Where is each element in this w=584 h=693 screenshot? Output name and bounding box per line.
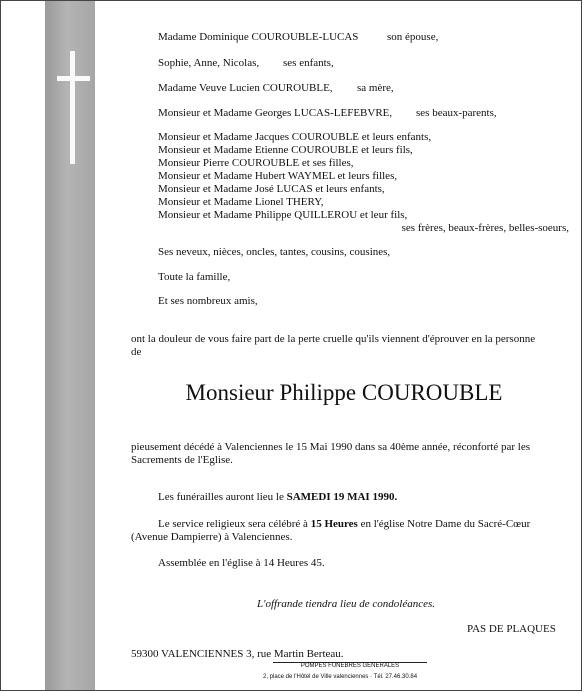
relative-name: Madame Veuve Lucien COUROUBLE,	[158, 82, 333, 94]
divider	[273, 662, 427, 663]
others-line: Toute la famille,	[158, 271, 231, 283]
service-line	[158, 518, 530, 531]
offering-note: L'offrande tiendra lieu de condoléances.	[257, 598, 436, 610]
death-details: pieusement décédé à Valenciennes le 15 Mai 1990 dans sa 40ème année, réconforté par les	[131, 441, 530, 453]
relative-name: Madame Dominique COUROUBLE-LUCAS	[158, 31, 359, 43]
family-line: Monsieur et Madame Etienne COUROUBLE et leurs fils,	[158, 144, 413, 156]
funeral-prefix: Les funérailles auront lieu le	[158, 491, 284, 503]
relative-role: sa mère,	[357, 82, 394, 94]
family-line: Monsieur et Madame José LUCAS et leurs enfants,	[158, 183, 385, 195]
relative-role: ses enfants,	[283, 57, 334, 69]
service-prefix: Le service religieux sera célébré à	[158, 518, 308, 530]
family-role: ses frères, beaux-frères, belles-soeurs,	[401, 222, 569, 234]
funeral-home-name: POMPES FUNEBRES GENERALES	[300, 663, 400, 669]
others-line: Ses neveux, nièces, oncles, tantes, cousins, cousines,	[158, 246, 391, 258]
relative-role: ses beaux-parents,	[416, 107, 497, 119]
family-line: Monsieur et Madame Philippe QUILLEROU et leur fils,	[158, 209, 408, 221]
funeral-date-line	[158, 491, 397, 504]
announcement-text: de	[131, 346, 142, 358]
cross-icon	[70, 51, 75, 164]
no-plaques-note: PAS DE PLAQUES	[467, 623, 556, 635]
service-location: (Avenue Dampierre) à Valenciennes.	[131, 531, 293, 543]
service-time: 15 Heures	[310, 518, 358, 530]
family-line: Monsieur et Madame Hubert WAYMEL et leurs filles,	[158, 170, 398, 182]
family-line: Monsieur et Madame Lionel THERY,	[158, 196, 324, 208]
funeral-home-address: 2, place de l'Hôtel de Ville valenciennes · Tél. 27.46.30.84	[263, 674, 418, 680]
deceased-surname: COUROUBLE	[361, 380, 503, 405]
service-suffix: en l'église Notre Dame du Sacré-Cœur	[360, 518, 531, 530]
relative-role: son épouse,	[387, 31, 439, 43]
assembly-line: Assemblée en l'église à 14 Heures 45.	[158, 557, 325, 569]
announcement-text: ont la douleur de vous faire part de la perte cruelle qu'ils viennent d'éprouver en la personne	[131, 333, 536, 345]
family-line: Monsieur et Madame Jacques COUROUBLE et leurs enfants,	[158, 131, 432, 143]
others-line: Et ses nombreux amis,	[158, 295, 258, 307]
relative-name: Monsieur et Madame Georges LUCAS-LEFEBVRE,	[158, 107, 393, 119]
family-line: Monsieur Pierre COUROUBLE et ses filles,	[158, 157, 354, 169]
funeral-date: SAMEDI 19 MAI 1990.	[286, 491, 398, 503]
deceased-first-name: Monsieur Philippe	[185, 380, 357, 405]
cross-icon-bar	[57, 76, 90, 81]
deceased-name	[149, 379, 539, 407]
sender-address: 59300 VALENCIENNES 3, rue Martin Berteau.	[131, 648, 344, 660]
relative-name: Sophie, Anne, Nicolas,	[158, 57, 260, 69]
death-details: Sacrements de l'Eglise.	[131, 454, 233, 466]
